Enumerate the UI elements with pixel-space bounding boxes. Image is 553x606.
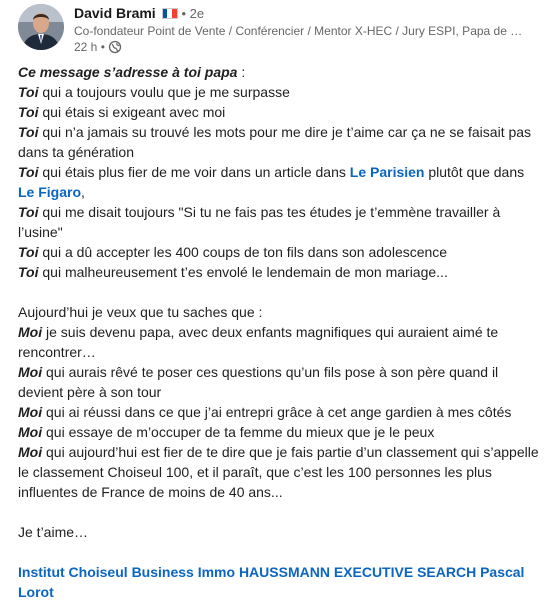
today-line: Aujourd’hui je veux que tu saches que : xyxy=(18,304,263,320)
intro-colon: : xyxy=(237,64,246,80)
toi-text: qui étais plus fier de me voir dans un article dans xyxy=(38,164,350,180)
post-body xyxy=(18,62,540,602)
toi-line xyxy=(18,262,540,282)
tag-haussmann-executive-search[interactable]: HAUSSMANN EXECUTIVE SEARCH xyxy=(238,564,477,580)
toi-text: qui malheureusement t’es envolé le lendemain de mon mariage... xyxy=(38,264,448,280)
love-line: Je t’aime… xyxy=(18,524,89,540)
post-timestamp: 22 h • xyxy=(74,40,109,54)
moi-text: je suis devenu papa, avec deux enfants magnifiques qui auraient aimé te rencontrer… xyxy=(18,324,499,360)
toi-text: qui a dû accepter les 400 coups de ton fils dans son adolescence xyxy=(38,244,448,260)
post-header xyxy=(0,0,553,62)
author-name[interactable]: David Brami xyxy=(74,5,156,21)
mention-le-figaro[interactable]: Le Figaro xyxy=(18,184,82,200)
toi-word: Toi xyxy=(18,104,39,120)
moi-text: qui essaye de m’occuper de ta femme du mieux que je le peux xyxy=(42,424,435,440)
intro-text: Ce message s’adresse à toi papa xyxy=(18,64,238,80)
toi-line xyxy=(18,162,540,202)
moi-line xyxy=(18,322,540,362)
moi-text: qui ai réussi dans ce que j’ai entrepri grâce à cet ange gardien à mes côtés xyxy=(42,404,512,420)
moi-text: qui aujourd’hui est fier de te dire que je fais partie d’un classement qui s’appelle le classement Choiseul 100, et il paraît, que c’est les 100 personnes les plus influentes de France de moins de 40 ans... xyxy=(18,444,539,500)
moi-line xyxy=(18,402,540,422)
toi-text: qui n’a jamais su trouvé les mots pour me dire je t’aime car ça ne se faisait pas dans ta génération xyxy=(18,124,532,160)
tag-pascal-lorot[interactable]: Pascal Lorot xyxy=(18,564,525,600)
moi-text: qui aurais rêvé te poser ces questions qu’un fils pose à son père quand il devient père à son tour xyxy=(18,364,499,400)
author-headline: Co-fondateur Point de Vente / Conférencier / Mentor X-HEC / Jury ESPI, Papa de … xyxy=(74,24,523,38)
moi-word: Moi xyxy=(18,404,43,420)
toi-text-middle: plutôt que dans xyxy=(424,164,525,180)
connection-degree: • 2e xyxy=(181,6,205,21)
mention-le-parisien[interactable]: Le Parisien xyxy=(349,164,425,180)
toi-line xyxy=(18,82,540,102)
author-name-line xyxy=(74,4,541,23)
moi-word: Moi xyxy=(18,364,43,380)
tag-business-immo[interactable]: Business Immo xyxy=(131,564,236,580)
toi-word: Toi xyxy=(18,264,39,280)
toi-word: Toi xyxy=(18,244,39,260)
spacer xyxy=(18,282,540,302)
toi-word: Toi xyxy=(18,164,39,180)
moi-word: Moi xyxy=(18,424,43,440)
globe-icon xyxy=(108,40,122,54)
toi-line xyxy=(18,122,540,162)
author-meta xyxy=(74,4,541,55)
toi-word: Toi xyxy=(18,204,39,220)
moi-line xyxy=(18,362,540,402)
tag-institut-choiseul[interactable]: Institut Choiseul xyxy=(18,564,128,580)
toi-text: qui étais si exigeant avec moi xyxy=(38,104,226,120)
moi-word: Moi xyxy=(18,444,43,460)
toi-line xyxy=(18,202,540,242)
post-intro xyxy=(18,62,540,82)
toi-line xyxy=(18,242,540,262)
author-avatar[interactable] xyxy=(18,4,64,50)
toi-text-suffix: , xyxy=(81,184,85,200)
post-time xyxy=(74,39,541,55)
moi-line xyxy=(18,422,540,442)
toi-text: qui a toujours voulu que je me surpasse xyxy=(38,84,290,100)
toi-word: Toi xyxy=(18,84,39,100)
toi-word: Toi xyxy=(18,124,39,140)
toi-text: qui me disait toujours "Si tu ne fais pas tes études je t’emmène travailler à l’usine" xyxy=(18,204,501,240)
moi-word: Moi xyxy=(18,324,43,340)
toi-line xyxy=(18,102,540,122)
tag-line xyxy=(18,562,540,602)
moi-line xyxy=(18,442,540,502)
spacer xyxy=(18,542,540,562)
france-flag-icon xyxy=(162,8,178,19)
spacer xyxy=(18,502,540,522)
